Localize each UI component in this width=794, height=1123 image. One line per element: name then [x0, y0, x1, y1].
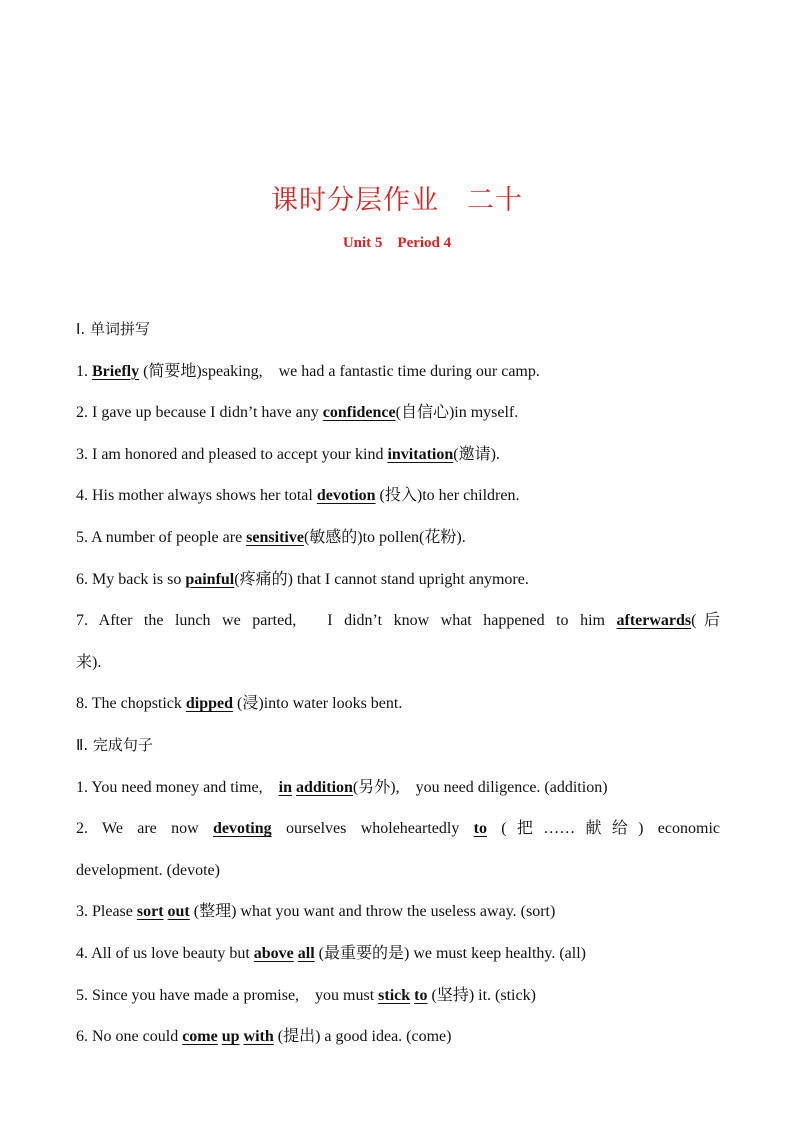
answer-word: invitation	[387, 445, 454, 463]
answer-word: up	[221, 1028, 240, 1046]
spelling-item-2: 2. I gave up because I didn’t have any confidence(自信心)in myself.	[76, 404, 519, 422]
answer-word: stick	[378, 986, 411, 1004]
sentence-item-4: 4. All of us love beauty but above all (最重要的是) we must keep healthy. (all)	[76, 944, 586, 962]
answer-word: to	[473, 820, 487, 838]
answer-word: out	[167, 903, 190, 921]
sentence-item-2-continued: development. (devote)	[76, 861, 220, 879]
answer-word: all	[297, 944, 315, 962]
sentence-item-5: 5. Since you have made a promise, you must stick to (坚持) it. (stick)	[76, 986, 536, 1004]
spelling-item-8: 8. The chopstick dipped (浸)into water looks bent.	[76, 695, 403, 713]
answer-word: with	[243, 1028, 274, 1046]
spelling-item-6: 6. My back is so painful(疼痛的) that I cannot stand upright anymore.	[76, 570, 529, 588]
sentence-item-2: 2. We are now devoting ourselves wholeheartedly to (把……献给) economic	[76, 820, 721, 838]
spelling-item-3: 3. I am honored and pleased to accept your kind invitation(邀请).	[76, 445, 500, 463]
answer-word: to	[414, 986, 428, 1004]
spelling-item-7-continued: 来).	[76, 653, 102, 671]
spelling-item-7: 7. After the lunch we parted, I didn’t know what happened to him afterwards(后	[76, 612, 720, 630]
sentence-item-1: 1. You need money and time, in addition(另外), you need diligence. (addition)	[76, 778, 608, 796]
answer-word: sort	[136, 903, 164, 921]
exercise-content	[76, 309, 720, 1058]
answer-word: dipped	[185, 695, 234, 713]
answer-word: confidence	[322, 404, 396, 422]
sentence-item-3: 3. Please sort out (整理) what you want and throw the useless away. (sort)	[76, 903, 556, 921]
answer-word: afterwards	[616, 612, 692, 630]
answer-word: in	[278, 778, 292, 796]
page-subtitle: Unit 5 Period 4	[342, 235, 452, 251]
answer-word: Briefly	[92, 362, 140, 380]
page-title: 课时分层作业 二十	[271, 185, 523, 216]
sentence-item-6: 6. No one could come up with (提出) a good idea. (come)	[76, 1028, 452, 1046]
section-heading-complete-sentences: Ⅱ. 完成句子	[76, 735, 153, 754]
answer-word: come	[182, 1028, 218, 1046]
answer-word: painful	[185, 570, 235, 588]
section-heading-word-spelling: Ⅰ. 单词拼写	[76, 320, 150, 338]
spelling-item-5: 5. A number of people are sensitive(敏感的)to pollen(花粉).	[76, 528, 466, 546]
spelling-item-4: 4. His mother always shows her total devotion (投入)to her children.	[76, 487, 520, 505]
answer-word: sensitive	[246, 528, 304, 546]
answer-word: devotion	[316, 487, 376, 505]
answer-word: devoting	[212, 820, 272, 838]
answer-word: above	[253, 944, 294, 962]
answer-word: addition	[296, 778, 353, 796]
spelling-item-1: 1. Briefly (简要地)speaking, we had a fantastic time during our camp.	[76, 362, 540, 380]
